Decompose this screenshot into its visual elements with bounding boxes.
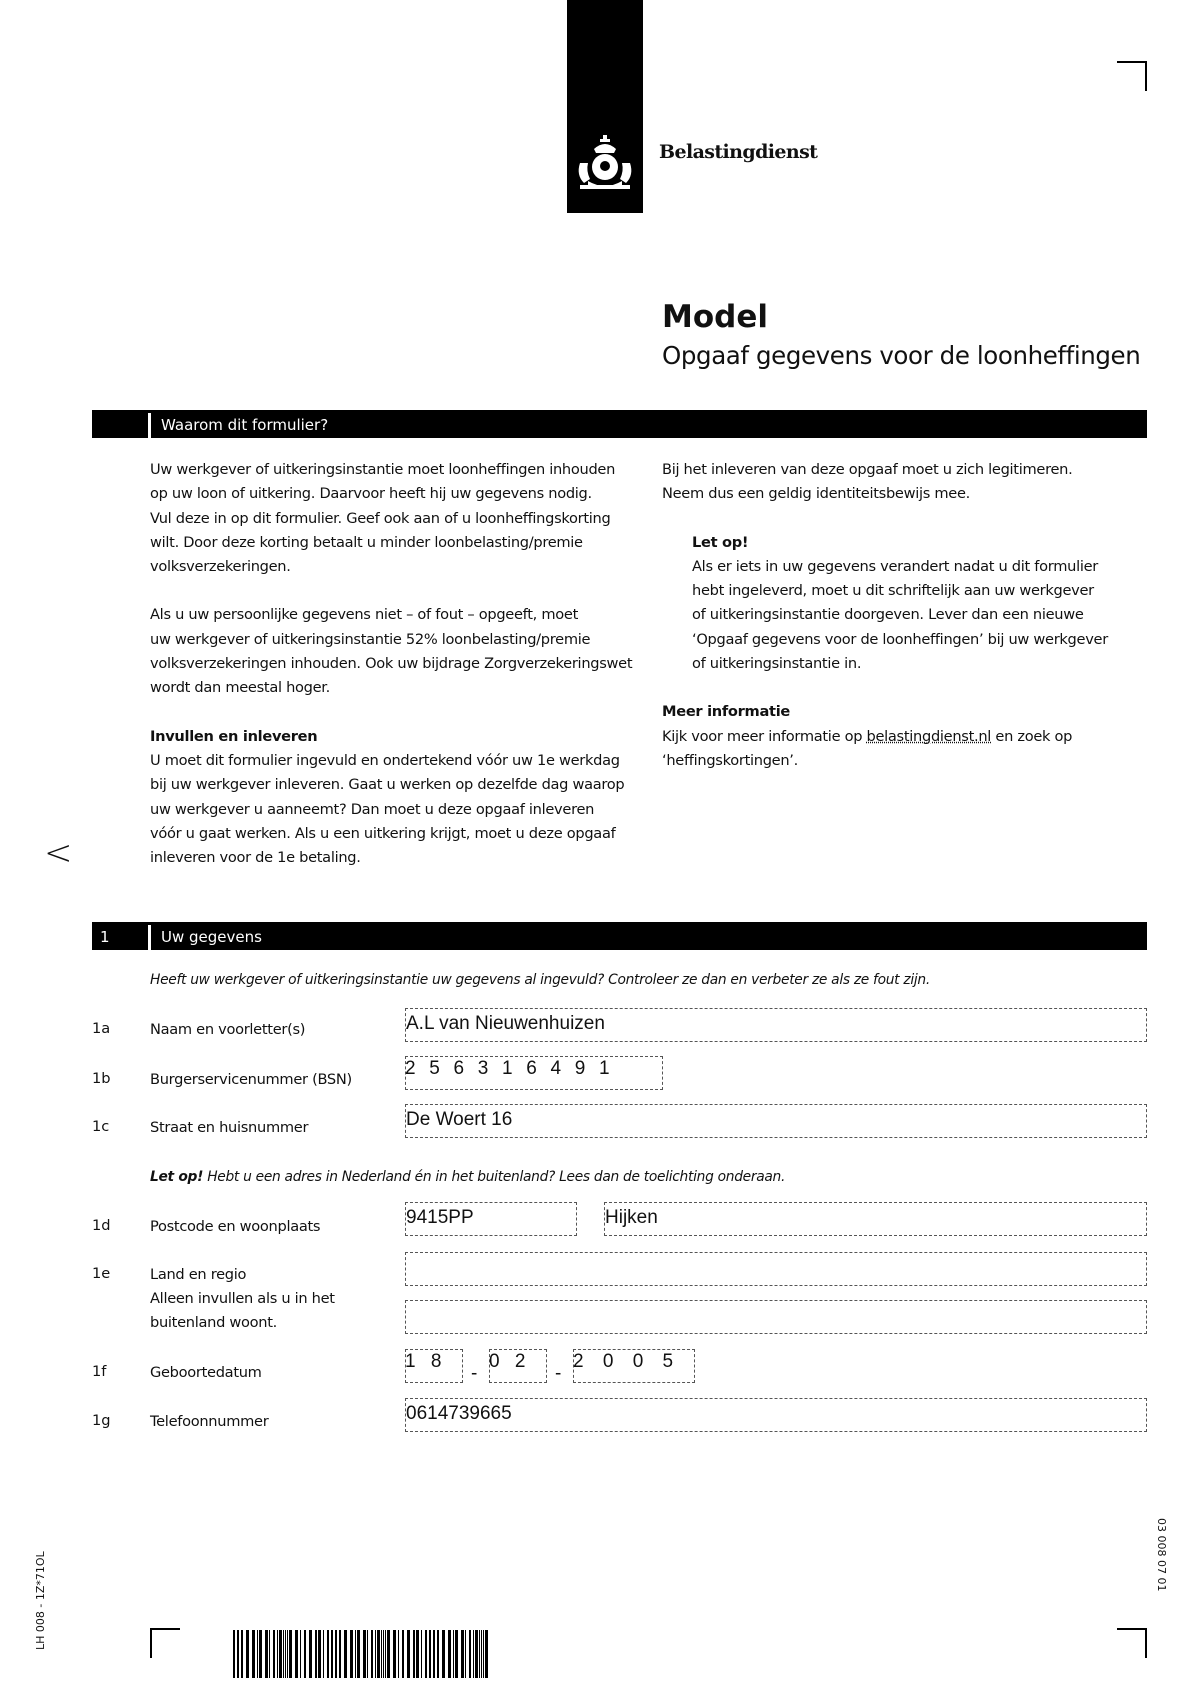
barcode-bar (448, 1630, 451, 1678)
chevron-left-icon: < (44, 833, 73, 873)
page-title: Model (662, 299, 768, 335)
phone-field[interactable]: 0614739665 (405, 1398, 1147, 1432)
section-1-intro: Heeft uw werkgever of uitkeringsinstantie uw gegevens al ingevuld? Controleer ze dan en verbeter ze als ze fout zijn. (150, 972, 930, 988)
barcode-bar (377, 1630, 380, 1678)
barcode-bar (433, 1630, 435, 1678)
barcode-bar (469, 1630, 471, 1678)
row-number-1b: 1b (92, 1070, 111, 1087)
barcode-bar (246, 1630, 249, 1678)
note-paragraph (692, 555, 1142, 676)
row-number-1g: 1g (92, 1412, 111, 1429)
page-subtitle: Opgaaf gegevens voor de loonheffingen (662, 341, 1141, 370)
barcode-bar (357, 1630, 360, 1678)
more-info-text-post: en zoek op (991, 727, 1073, 745)
barcode-bar (387, 1630, 390, 1678)
deliver-paragraph (150, 749, 640, 870)
barcode-bar (289, 1630, 292, 1678)
barcode-bar (309, 1630, 312, 1678)
barcode-bar (295, 1630, 298, 1678)
more-info-text: Kijk voor meer informatie op (662, 727, 867, 745)
barcode-bar (304, 1630, 306, 1678)
barcode-bar (265, 1630, 268, 1678)
row-number-1d: 1d (92, 1217, 111, 1234)
barcode-bar (407, 1630, 410, 1678)
text-line: hebt ingeleverd, moet u dit schriftelijk aan uw werkgever (692, 582, 1094, 600)
barcode-bar (331, 1630, 333, 1678)
birthdate-field[interactable] (405, 1349, 695, 1383)
paragraph-1 (150, 458, 640, 579)
row-number-1f: 1f (92, 1363, 107, 1380)
barcode-bar (413, 1630, 415, 1678)
text-line: wilt. Door deze korting betaalt u minder loonbelasting/premie (150, 533, 583, 551)
barcode-bar (455, 1630, 458, 1678)
barcode-bar (339, 1630, 341, 1678)
barcode-bar (461, 1630, 464, 1678)
text-line: Vul deze in op dit formulier. Geef ook aan of u loonheffingskorting (150, 509, 611, 527)
region-field[interactable] (405, 1300, 1147, 1334)
city-field[interactable]: Hijken (604, 1202, 1147, 1236)
more-info-heading: Meer informatie (662, 703, 790, 721)
name-field[interactable]: A.L van Nieuwenhuizen (405, 1008, 1147, 1042)
barcode-bar (385, 1630, 386, 1678)
section-heading-why: Waarom dit formulier? (148, 413, 1147, 438)
bsn-field[interactable] (405, 1056, 663, 1090)
corner-mark-bottom-left (150, 1628, 180, 1658)
birth-month: 0 2 (489, 1351, 531, 1372)
country-field[interactable] (405, 1252, 1147, 1286)
birth-year: 2 0 0 5 (573, 1351, 681, 1372)
barcode-bar (429, 1630, 431, 1678)
row-number-1a: 1a (92, 1020, 111, 1037)
address-note-bold: Let op! (150, 1169, 204, 1185)
barcode-bar (259, 1630, 262, 1678)
birth-day: 1 8 (405, 1351, 447, 1372)
barcode-bar (402, 1630, 404, 1678)
barcode-bar (371, 1630, 373, 1678)
crown-logo-icon (574, 135, 636, 195)
text-line: vóór u gaat werken. Als u een uitkering krijgt, moet u deze opgaaf (150, 824, 616, 842)
belastingdienst-link[interactable]: belastingdienst.nl (866, 727, 992, 745)
barcode-bar (442, 1630, 445, 1678)
legitimation-paragraph (662, 458, 1142, 507)
label-country-line3: buitenland woont. (150, 1314, 277, 1331)
date-separator: - (555, 1363, 562, 1384)
form-code-left: LH 008 - 1Z*71OL (34, 1551, 47, 1650)
form-code-right: 03 008 07 01 (1155, 1518, 1168, 1592)
barcode-bar (383, 1630, 384, 1678)
barcode-bar (300, 1630, 301, 1678)
text-line: of uitkeringsinstantie doorgeven. Lever dan een nieuwe (692, 606, 1084, 624)
barcode-bar (421, 1630, 422, 1678)
barcode-bar (437, 1630, 439, 1678)
row-number-1c: 1c (92, 1118, 110, 1135)
corner-mark-bottom-right (1117, 1628, 1147, 1658)
date-separator: - (471, 1363, 478, 1384)
text-line: U moet dit formulier ingevuld en ondertekend vóór uw 1e werkdag (150, 751, 620, 769)
barcode-bar (269, 1630, 270, 1678)
corner-mark-top-right (1117, 61, 1147, 91)
note-heading: Let op! (692, 533, 749, 551)
label-bsn: Burgerservicenummer (BSN) (150, 1071, 352, 1088)
section-heading-1: Uw gegevens (148, 925, 1147, 950)
barcode-bar (355, 1630, 356, 1678)
text-line: volksverzekeringen inhouden. Ook uw bijdrage Zorgverzekeringswet (150, 655, 633, 673)
address-note-text: Hebt u een adres in Nederland én in het buitenland? Lees dan de toelichting onderaan. (203, 1169, 786, 1185)
barcode-bar (257, 1630, 258, 1678)
barcode-bar (481, 1630, 482, 1678)
intro-left-column (150, 458, 640, 870)
barcode-bar (252, 1630, 255, 1678)
barcode-bar (475, 1630, 478, 1678)
row-number-1e: 1e (92, 1265, 111, 1282)
barcode-bar (485, 1630, 488, 1678)
postcode-field[interactable]: 9415PP (405, 1202, 577, 1236)
text-line: ‘Opgaaf gegevens voor de loonheffingen’ bij uw werkgever (692, 630, 1108, 648)
section-bar-1 (92, 922, 1147, 950)
barcode-bar (350, 1630, 353, 1678)
label-postcode: Postcode en woonplaats (150, 1218, 321, 1235)
paragraph-2 (150, 603, 640, 700)
text-line: Als u uw persoonlijke gegevens niet – of fout – opgeeft, moet (150, 606, 578, 624)
barcode-bar (335, 1630, 337, 1678)
text-line: bij uw werkgever inleveren. Gaat u werken op dezelfde dag waarop (150, 776, 625, 794)
section-bar-why (92, 410, 1147, 438)
barcode-bar (285, 1630, 286, 1678)
barcode-bar (453, 1630, 454, 1678)
text-line: Als er iets in uw gegevens verandert nadat u dit formulier (692, 557, 1098, 575)
barcode-bar (318, 1630, 321, 1678)
street-field[interactable]: De Woert 16 (405, 1104, 1147, 1138)
barcode-bar (363, 1630, 366, 1678)
barcode-bar (381, 1630, 382, 1678)
barcode-bar (483, 1630, 484, 1678)
barcode-bar (479, 1630, 480, 1678)
text-line: wordt dan meestal hoger. (150, 679, 330, 697)
brand-name: Belastingdienst (659, 141, 818, 163)
barcode-bar (416, 1630, 419, 1678)
barcode-bar (233, 1630, 235, 1678)
bsn-value: 2 5 6 3 1 6 4 9 1 (405, 1058, 614, 1079)
text-line: Neem dus een geldig identiteitsbewijs mee. (662, 485, 970, 503)
text-line: of uitkeringsinstantie in. (692, 655, 862, 673)
barcode-bar (327, 1630, 329, 1678)
barcode-bar (367, 1630, 368, 1678)
deliver-heading: Invullen en inleveren (150, 727, 318, 745)
barcode-bar (398, 1630, 399, 1678)
barcode-bar (237, 1630, 239, 1678)
barcode-bar (425, 1630, 427, 1678)
barcode-bar (277, 1630, 278, 1678)
barcode-bar (323, 1630, 324, 1678)
text-line: op uw loon of uitkering. Daarvoor heeft hij uw gegevens nodig. (150, 485, 592, 503)
barcode-bar (375, 1630, 376, 1678)
barcode-bar (241, 1630, 243, 1678)
barcode-bar (283, 1630, 284, 1678)
label-country (150, 1263, 335, 1335)
barcode-bar (279, 1630, 282, 1678)
barcode-bar (344, 1630, 347, 1678)
text-line: Uw werkgever of uitkeringsinstantie moet loonheffingen inhouden (150, 461, 616, 478)
text-line: volksverzekeringen. (150, 558, 291, 576)
barcode-bar (273, 1630, 275, 1678)
barcode (233, 1630, 495, 1678)
barcode-bar (393, 1630, 396, 1678)
barcode-bar (465, 1630, 466, 1678)
barcode-bar (473, 1630, 474, 1678)
barcode-bar (287, 1630, 288, 1678)
label-phone: Telefoonnummer (150, 1413, 269, 1430)
label-street: Straat en huisnummer (150, 1119, 309, 1136)
barcode-bar (315, 1630, 317, 1678)
more-info-text-line2: ‘heffingskortingen’. (662, 751, 798, 769)
label-name: Naam en voorletter(s) (150, 1021, 306, 1038)
label-birthdate: Geboortedatum (150, 1364, 262, 1381)
label-country-line2: Alleen invullen als u in het (150, 1290, 335, 1307)
section-number-1: 1 (100, 928, 110, 946)
text-line: inleveren voor de 1e betaling. (150, 849, 361, 867)
intro-right-column (662, 458, 1142, 773)
address-note (150, 1169, 785, 1185)
label-country-line1: Land en regio (150, 1266, 247, 1283)
text-line: uw werkgever of uitkeringsinstantie 52% loonbelasting/premie (150, 630, 591, 648)
text-line: Bij het inleveren van deze opgaaf moet u zich legitimeren. (662, 461, 1073, 478)
text-line: uw werkgever u aanneemt? Dan moet u deze opgaaf inleveren (150, 800, 595, 818)
